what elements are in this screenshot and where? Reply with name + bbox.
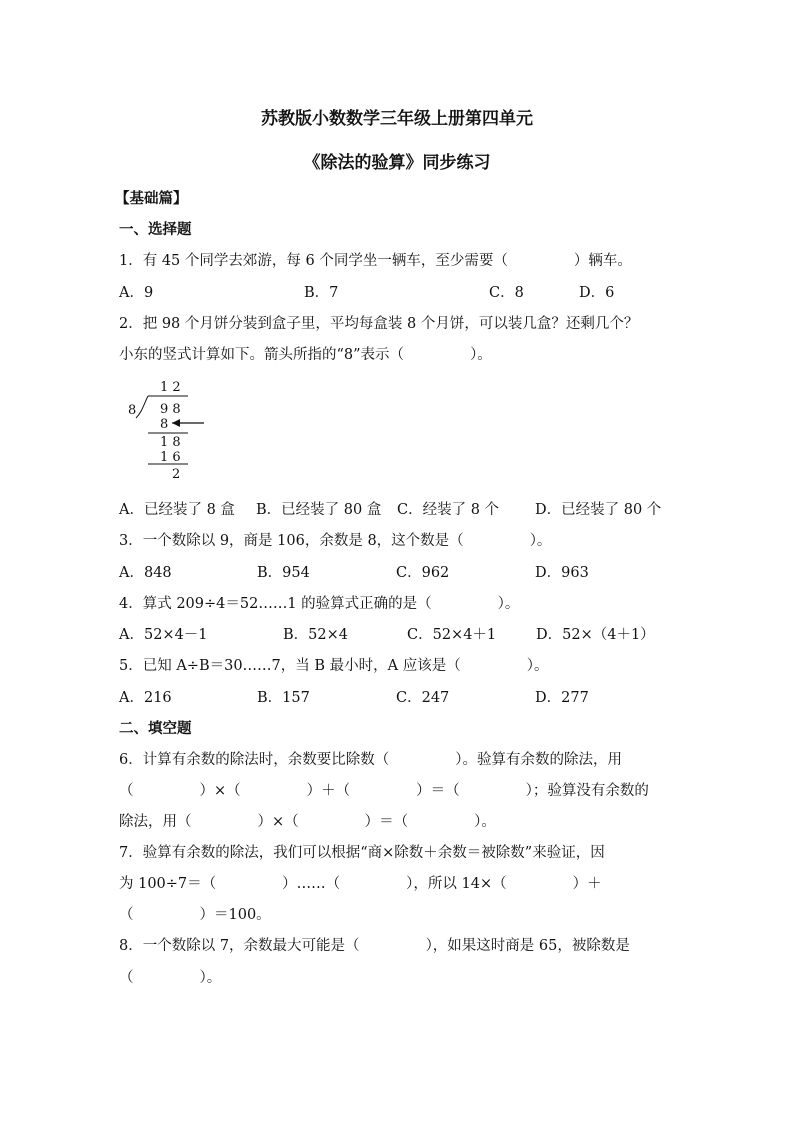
question-7-line3: （ ）＝100。: [119, 907, 271, 923]
question-7-line2: 为 100÷7＝（ ）……（ ），所以 14×（ ）＋: [119, 876, 602, 892]
question-3: 3．一个数除以 9，商是 106，余数是 8，这个数是（ ）。: [119, 533, 552, 549]
q4-option-d[interactable]: D．52×（4＋1）: [536, 627, 655, 643]
question-6-line1: 6．计算有余数的除法时，余数要比除数（ ）。验算有余数的除法，用: [119, 752, 622, 768]
q3-option-a[interactable]: A．848: [119, 565, 172, 581]
q3-option-b[interactable]: B．954: [257, 565, 310, 581]
question-6-line2: （ ）×（ ）＋（ ）＝（ ）；验算没有余数的: [119, 783, 649, 799]
question-6-line3: 除法，用（ ）×（ ）＝（ ）。: [119, 814, 496, 830]
question-5: 5．已知 A÷B＝30……7，当 B 最小时，A 应该是（ ）。: [119, 658, 549, 674]
question-1: 1．有 45 个同学去郊游，每 6 个同学坐一辆车，至少需要（ ）辆车。: [119, 253, 632, 269]
worksheet-title: 苏教版小数数学三年级上册第四单元: [261, 109, 533, 129]
q2-option-b[interactable]: B．已经装了 80 盒: [256, 502, 382, 518]
q5-option-b[interactable]: B．157: [257, 690, 310, 706]
division-step-2: 1 8: [160, 435, 181, 450]
q4-option-c[interactable]: C．52×4＋1: [407, 627, 497, 643]
question-7-line1: 7．验算有余数的除法，我们可以根据“商×除数＋余数＝被除数”来验证，因: [119, 845, 605, 861]
q5-option-c[interactable]: C．247: [396, 690, 450, 706]
long-division-figure: [120, 372, 220, 484]
question-8-line2: （ ）。: [119, 970, 222, 986]
question-2-line2: 小东的竖式计算如下。箭头所指的“8”表示（ ）。: [119, 347, 492, 363]
q1-option-a[interactable]: A．9: [119, 285, 154, 301]
q3-option-c[interactable]: C．962: [396, 565, 450, 581]
part1-heading: 一、选择题: [119, 221, 192, 238]
division-divisor: 8: [128, 403, 137, 418]
division-quotient: 1 2: [160, 380, 181, 395]
part2-heading: 二、填空题: [119, 720, 192, 737]
q2-option-d[interactable]: D．已经装了 80 个: [535, 502, 662, 518]
arrow-head-icon: [172, 419, 180, 427]
division-step-1: 8: [160, 417, 169, 432]
division-step-3: 1 6: [160, 450, 181, 465]
division-remainder: 2: [172, 467, 181, 482]
q1-option-b[interactable]: B．7: [304, 285, 339, 301]
q3-option-d[interactable]: D．963: [535, 565, 589, 581]
section-label: 【基础篇】: [115, 190, 188, 207]
question-4: 4．算式 209÷4＝52……1 的验算式正确的是（ ）。: [119, 596, 520, 612]
q2-option-c[interactable]: C．经装了 8 个: [397, 502, 500, 518]
q1-option-c[interactable]: C．8: [489, 285, 524, 301]
q5-option-a[interactable]: A．216: [119, 690, 172, 706]
question-8-line1: 8．一个数除以 7，余数最大可能是（ ），如果这时商是 65，被除数是: [119, 938, 630, 954]
q4-option-b[interactable]: B．52×4: [283, 627, 348, 643]
worksheet-subtitle: 《除法的验算》同步练习: [303, 153, 491, 173]
division-dividend: 9 8: [160, 402, 181, 417]
question-2-line1: 2．把 98 个月饼分装到盒子里，平均每盒装 8 个月饼，可以装几盒？还剩几个？: [119, 316, 639, 332]
q5-option-d[interactable]: D．277: [535, 690, 589, 706]
q1-option-d[interactable]: D．6: [579, 285, 615, 301]
q4-option-a[interactable]: A．52×4－1: [119, 627, 208, 643]
q2-option-a[interactable]: A．已经装了 8 盒: [119, 502, 235, 518]
